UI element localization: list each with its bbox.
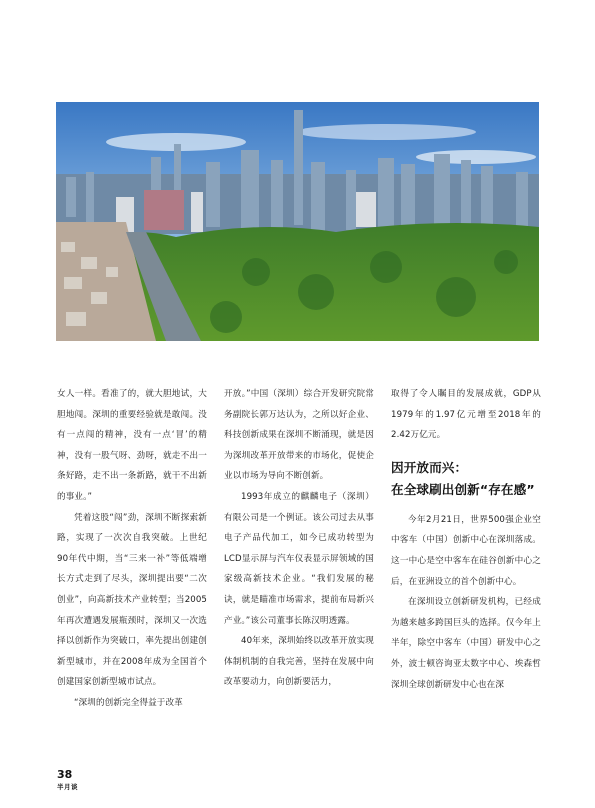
paragraph: 在深圳设立创新研发机构，已经成为越来越多跨国巨头的选择。仅今年上半年，除空中客车（中国）研发中心之外，波士顿咨询亚太数字中心、埃森哲深圳全球创新研发中心也在深 [391, 597, 541, 690]
paragraph: 今年2月21日，世界500强企业空中客车（中国）创新中心在深圳落成。这一中心是空中客车在硅谷创新中心之后，在亚洲设立的首个创新中心。 [391, 514, 541, 587]
paragraph: 40年来，深圳始终以改革开放实现体制机制的自我完善，坚持在发展中向改革要动力，向创新要活力， [224, 636, 374, 688]
text-column-2 [224, 384, 374, 693]
paragraph: “深圳的创新完全得益于改革 [74, 697, 183, 708]
paragraph: 1993年成立的麒麟电子（深圳）有限公司是一个例证。该公司过去从事电子产品代加工，如今已成功转型为LCD显示屏与汽车仪表显示屏领域的国家级高新技术企业。“我们发展的秘诀，就是瞄准市场需求，提前布局新兴产业。”该公司董事长陈汉明透露。 [224, 491, 374, 626]
paragraph: 取得了令人瞩目的发展成就，GDP从1979年的1.97亿元增至2018年的2.42万亿元。 [391, 389, 541, 441]
text-column-3 [391, 384, 541, 695]
paragraph: 女人一样。看准了的，就大胆地试，大胆地闯。深圳的重要经验就是敢闯。没有一点闯的精神，没有一点‘冒’的精神，没有一股气呀、劲呀，就走不出一条好路，走不出一条新路，就干不出新的事业。” [57, 389, 207, 502]
city-skyline-photo [56, 102, 539, 341]
section-heading-line-1: 因开放而兴： [391, 459, 468, 475]
section-heading-line-2: 在全球刷出创新“存在感” [391, 481, 535, 497]
text-column-1 [57, 384, 207, 714]
magazine-name: 半月谈 [57, 783, 78, 791]
page-number: 38 [57, 768, 73, 781]
paragraph: 开放。”中国（深圳）综合开发研究院常务副院长郭万达认为，之所以好企业、科技创新成果在深圳不断涌现，就是因为深圳改革开放带来的市场化，促使企业以市场为导向不断创新。 [224, 389, 374, 482]
paragraph: 凭着这股“闯”劲，深圳不断探索新路，实现了一次次自我突破。上世纪90年代中期，当“三来一补”等低端增长方式走到了尽头，深圳提出要“二次创业”，向高新技术产业转型；当2005年再次遭遇发展瓶颈时，深圳又一次选择以创新作为突破口，率先提出创建创新型城市，并在2008年成为全国首个创建国家创新型城市试点。 [57, 512, 207, 688]
section-heading [391, 457, 541, 501]
